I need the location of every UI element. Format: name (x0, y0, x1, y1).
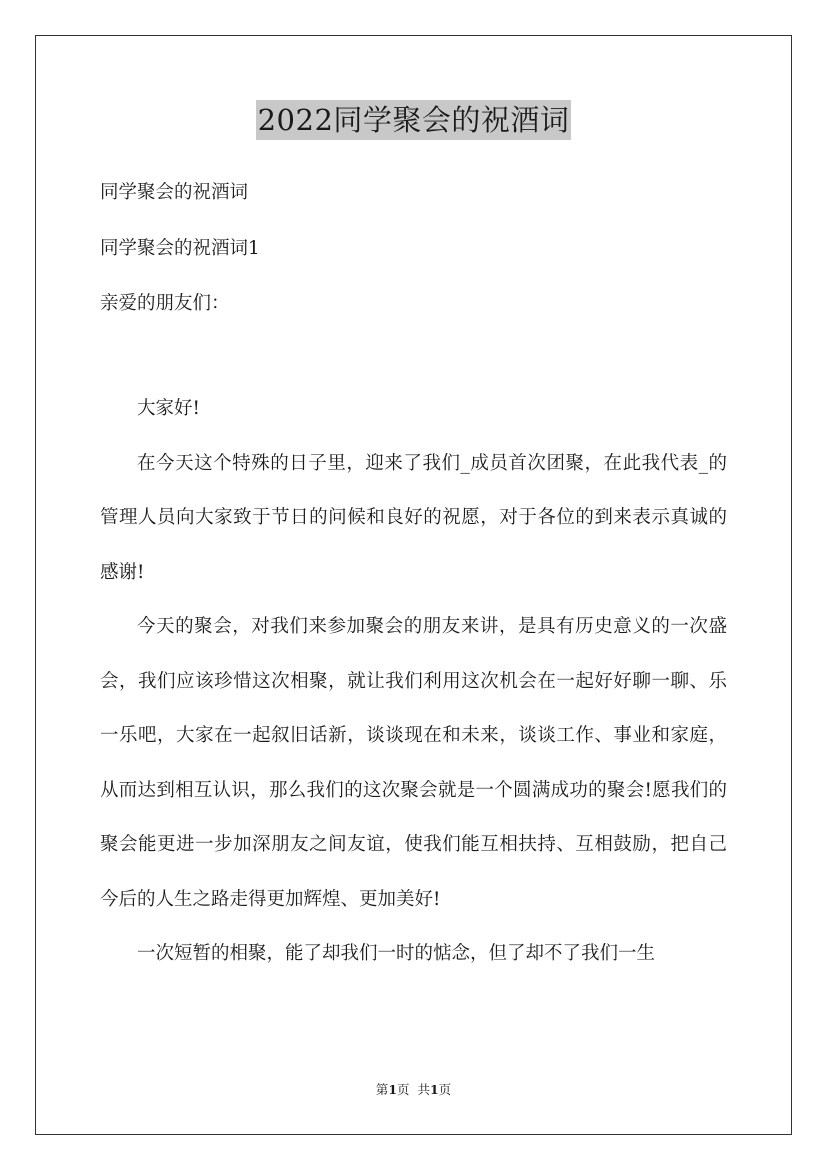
paragraph-significance: 今天的聚会，对我们来参加聚会的朋友来讲，是具有历史意义的一次盛会，我们应该珍惜这次相聚，就让我们利用这次机会在一起好好聊一聊、乐一乐吧，大家在一起叙旧话新，谈谈现在和未来，谈谈工作、事业和家庭，从而达到相互认识，那么我们的这次聚会就是一个圆满成功的聚会!愿我们的聚会能更进一步加深朋友之间友谊，使我们能互相扶持、互相鼓励，把自己今后的人生之路走得更加辉煌、更加美好! (100, 616, 727, 910)
document-title: 2022同学聚会的祝酒词 (256, 100, 572, 140)
footer-total-pages: 1 (429, 1082, 439, 1097)
footer-page-number: 1 (388, 1082, 398, 1097)
paragraph-welcome: 在今天这个特殊的日子里，迎来了我们_成员首次团聚，在此我代表_的管理人员向大家致于节日的问候和良好的祝愿，对于各位的到来表示真诚的感谢! (100, 452, 727, 583)
page-footer (0, 1081, 827, 1099)
body-text (100, 382, 727, 982)
document-subtitle: 同学聚会的祝酒词 (100, 182, 249, 203)
footer-suffix: 页 (438, 1082, 452, 1097)
salutation: 亲爱的朋友们： (100, 293, 230, 314)
footer-mid: 页 共 (397, 1082, 430, 1097)
paragraph-greeting: 大家好! (137, 398, 200, 419)
section-heading: 同学聚会的祝酒词1 (100, 238, 260, 259)
title-container (0, 100, 827, 140)
footer-prefix: 第 (375, 1082, 389, 1097)
paragraph-closing-partial: 一次短暂的相聚，能了却我们一时的惦念，但了却不了我们一生 (137, 943, 656, 964)
